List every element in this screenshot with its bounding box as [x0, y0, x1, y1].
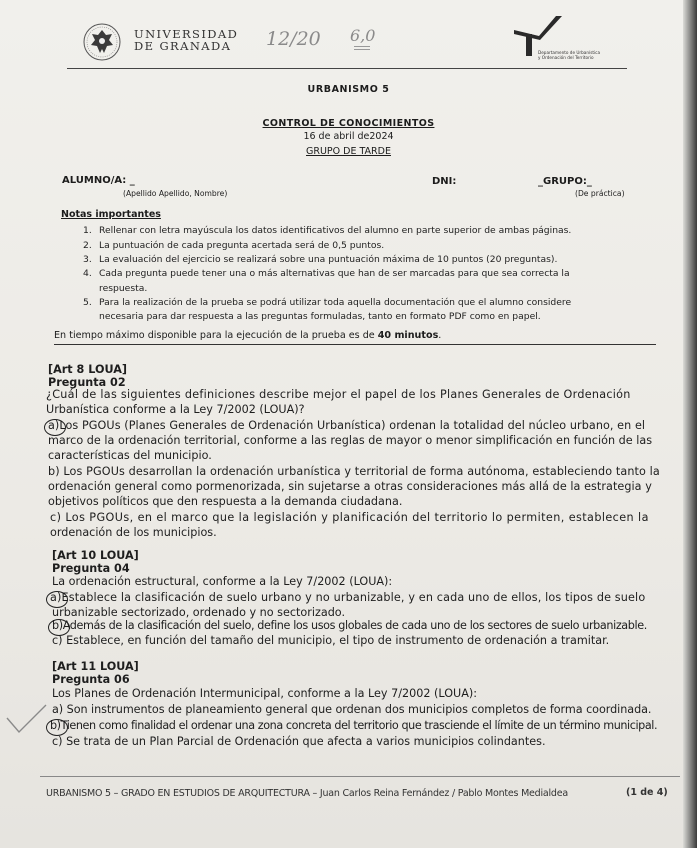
- department-name-line2: y Ordenación del Territorio: [538, 55, 594, 60]
- time-limit: En tiempo máximo disponible para la ejecución de la prueba es de 40 minutos.: [54, 330, 442, 341]
- alumno-hint: (Apellido Apellido, Nombre): [123, 189, 228, 198]
- option-c[interactable]: c) Se trata de un Plan Parcial de Ordenación que afecta a varios municipios colindantes.: [52, 735, 546, 748]
- exam-group: GRUPO DE TARDE: [306, 146, 391, 157]
- handwritten-score: 12/20: [266, 28, 321, 50]
- exam-title: URBANISMO 5: [307, 84, 390, 95]
- option-b[interactable]: b)Tienen como finalidad el ordenar una zona concreta del territorio que trasciende el límite de un término municipal.: [50, 719, 658, 732]
- option-b-line: objetivos políticos que den respuesta a la demanda ciudadana.: [48, 495, 403, 508]
- question-label: Pregunta 04: [52, 562, 130, 575]
- notes-heading: Notas importantes: [61, 209, 161, 220]
- option-a[interactable]: a)Establece la clasificación de suelo urbano y no urbanizable, y en cada uno de ellos, los tipos de suelo: [50, 591, 646, 604]
- option-c-line: ordenación de los municipios.: [50, 526, 217, 539]
- note-item-continuation: respuesta.: [99, 283, 148, 294]
- handwritten-grade: 6,0: [350, 26, 376, 45]
- option-a-line: urbanizable sectorizado, ordenado y no sectorizado.: [52, 606, 345, 619]
- option-b[interactable]: b) Los PGOUs desarrollan la ordenación urbanística y territorial de forma autónoma, estableciendo tanto la: [48, 465, 660, 478]
- exam-date: 16 de abril de2024: [303, 131, 394, 142]
- question-prompt: Urbanística conforme a la Ley 7/2002 (LOUA)?: [46, 403, 305, 416]
- university-crest-icon: [82, 22, 122, 62]
- alumno-label: ALUMNO/A: _: [62, 175, 135, 186]
- grupo-hint: (De práctica): [575, 189, 625, 198]
- university-name-line1: UNIVERSIDAD: [134, 27, 239, 41]
- question-article: [Art 10 LOUA]: [52, 549, 139, 562]
- question-prompt: ¿Cuál de las siguientes definiciones describe mejor el papel de los Planes Generales de Ordenación: [46, 388, 631, 401]
- note-item: 4. Cada pregunta puede tener una o más alternativas que han de ser marcadas para que sea correcta la: [83, 268, 570, 279]
- question-prompt: Los Planes de Ordenación Intermunicipal, conforme a la Ley 7/2002 (LOUA):: [52, 687, 477, 700]
- question-label: Pregunta 02: [48, 376, 126, 389]
- header-divider: [67, 68, 627, 69]
- grade-underline-2: [354, 49, 370, 50]
- note-item: 5. Para la realización de la prueba se podrá utilizar toda aquella documentación que el alumno considere: [83, 297, 572, 308]
- option-c[interactable]: c) Los PGOUs, en el marco que la legislación y planificación del territorio lo permiten, establecen la: [50, 511, 649, 524]
- footer-text: URBANISMO 5 – GRADO EN ESTUDIOS DE ARQUITECTURA – Juan Carlos Reina Fernández / Pablo Montes Medialdea: [46, 788, 568, 799]
- handwritten-checkmark-icon: [4, 702, 48, 736]
- grade-underline: [354, 46, 370, 47]
- note-item: 3. La evaluación del ejercicio se realizará sobre una puntuación máxima de 10 puntos (20 preguntas).: [83, 254, 558, 265]
- department-name-line1: Departamento de Urbanística: [538, 50, 601, 55]
- footer-divider: [40, 776, 680, 777]
- notes-divider: [54, 344, 656, 345]
- option-a[interactable]: a) Son instrumentos de planeamiento general que ordenan dos municipios completos de forma coordinada.: [52, 703, 652, 716]
- university-name-line2: DE GRANADA: [134, 39, 232, 53]
- option-b[interactable]: b)Además de la clasificación del suelo, define los usos globales de cada uno de los sectores de suelo urbanizable.: [52, 619, 647, 632]
- photo-edge: [683, 0, 697, 848]
- option-a-line: características del municipio.: [48, 449, 212, 462]
- option-a-line: marco de la ordenación territorial, conforme a las reglas de mayor o menor simplificación en función de las: [48, 434, 653, 447]
- dni-label: DNI:: [432, 176, 457, 187]
- page-number: (1 de 4): [626, 787, 668, 798]
- note-item: 1. Rellenar con letra mayúscula los datos identificativos del alumno en parte superior de ambas páginas.: [83, 225, 572, 236]
- question-article: [Art 8 LOUA]: [48, 363, 127, 376]
- option-a[interactable]: a)Los PGOUs (Planes Generales de Ordenación Urbanística) ordenan la totalidad del núcleo urbano, en el: [48, 419, 646, 432]
- exam-control: CONTROL DE CONOCIMIENTOS: [262, 118, 435, 129]
- question-label: Pregunta 06: [52, 673, 130, 686]
- question-article: [Art 11 LOUA]: [52, 660, 139, 673]
- option-c[interactable]: c) Establece, en función del tamaño del municipio, el tipo de instrumento de ordenación a tramitar.: [52, 634, 610, 647]
- option-b-line: ordenación general como pormenorizada, sin sujetarse a otras consideraciones más allá de la estrategia y: [48, 480, 652, 493]
- note-item: 2. La puntuación de cada pregunta acertada será de 0,5 puntos.: [83, 240, 385, 251]
- note-item-continuation: necesaria para dar respuesta a las preguntas formuladas, tanto en formato PDF como en papel.: [99, 311, 541, 322]
- grupo-label: _GRUPO:_: [538, 176, 592, 187]
- question-prompt: La ordenación estructural, conforme a la Ley 7/2002 (LOUA):: [52, 575, 393, 588]
